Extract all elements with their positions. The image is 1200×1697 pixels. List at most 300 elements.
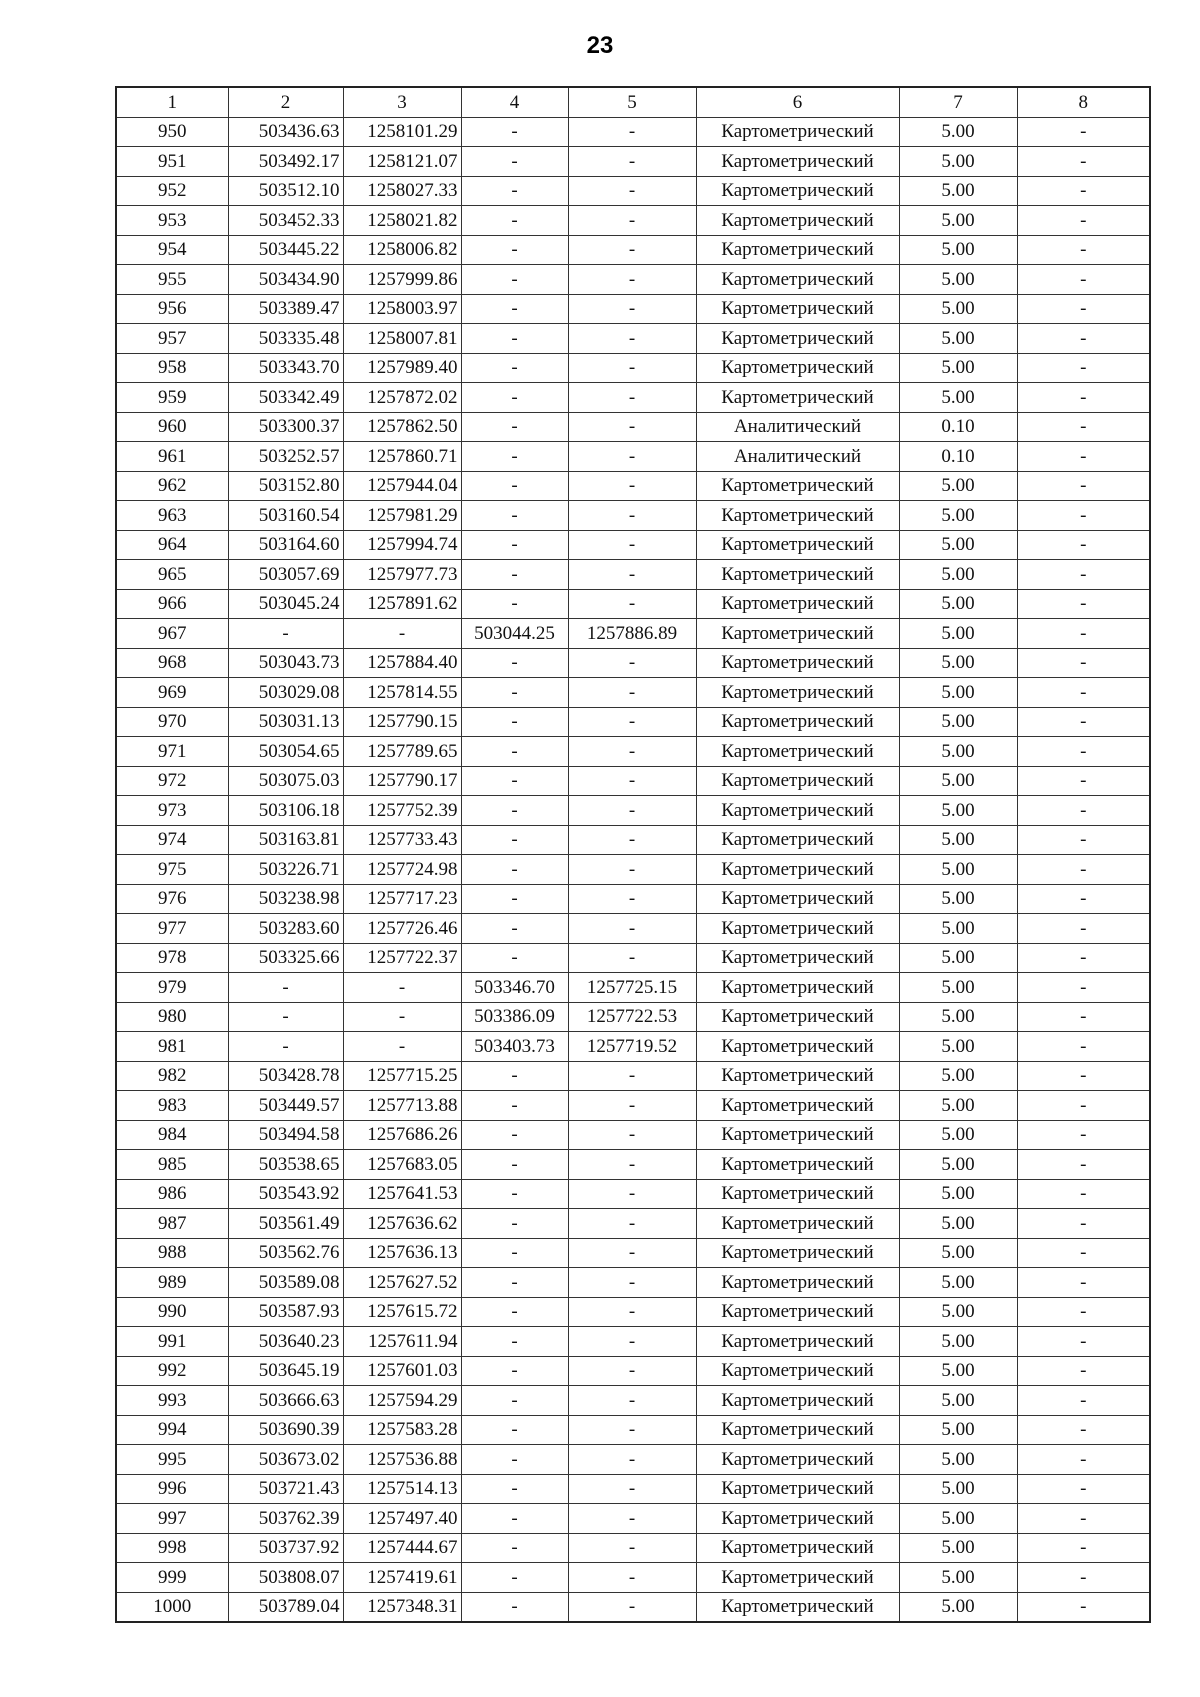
method-cell: Картометрический (696, 884, 899, 914)
method-cell: Картометрический (696, 1474, 899, 1504)
x-coord-cell: - (228, 1032, 343, 1062)
x-coord-cell: 503389.47 (228, 294, 343, 324)
y-coord-cell: 1257981.29 (343, 501, 461, 531)
note-cell: - (1017, 235, 1150, 265)
point-number-cell: 957 (116, 324, 228, 354)
accuracy-cell: 5.00 (899, 1297, 1017, 1327)
note-cell: - (1017, 530, 1150, 560)
x-new-coord-cell: - (461, 1120, 568, 1150)
accuracy-cell: 5.00 (899, 619, 1017, 649)
method-cell: Картометрический (696, 1032, 899, 1062)
y-new-coord-cell: - (568, 1238, 696, 1268)
method-cell: Картометрический (696, 1061, 899, 1091)
y-new-coord-cell: - (568, 412, 696, 442)
y-new-coord-cell: 1257719.52 (568, 1032, 696, 1062)
accuracy-cell: 5.00 (899, 1120, 1017, 1150)
accuracy-cell: 5.00 (899, 1415, 1017, 1445)
point-number-cell: 989 (116, 1268, 228, 1298)
table-row (116, 1563, 1150, 1593)
y-coord-cell: 1257994.74 (343, 530, 461, 560)
x-new-coord-cell: 503346.70 (461, 973, 568, 1003)
x-new-coord-cell: - (461, 353, 568, 383)
x-new-coord-cell: - (461, 294, 568, 324)
note-cell: - (1017, 294, 1150, 324)
method-cell: Картометрический (696, 353, 899, 383)
table-row (116, 1091, 1150, 1121)
y-new-coord-cell: - (568, 855, 696, 885)
method-cell: Картометрический (696, 1445, 899, 1475)
y-new-coord-cell: - (568, 353, 696, 383)
accuracy-cell: 5.00 (899, 117, 1017, 147)
point-number-cell: 960 (116, 412, 228, 442)
note-cell: - (1017, 324, 1150, 354)
method-cell: Картометрический (696, 1297, 899, 1327)
accuracy-cell: 5.00 (899, 678, 1017, 708)
point-number-cell: 975 (116, 855, 228, 885)
table-row (116, 1120, 1150, 1150)
y-coord-cell: 1257686.26 (343, 1120, 461, 1150)
x-new-coord-cell: 503403.73 (461, 1032, 568, 1062)
accuracy-cell: 5.00 (899, 560, 1017, 590)
table-row (116, 737, 1150, 767)
method-cell: Картометрический (696, 1415, 899, 1445)
note-cell: - (1017, 176, 1150, 206)
y-coord-cell: 1257790.17 (343, 766, 461, 796)
point-number-cell: 992 (116, 1356, 228, 1386)
method-cell: Картометрический (696, 825, 899, 855)
note-cell: - (1017, 1356, 1150, 1386)
y-coord-cell: 1257722.37 (343, 943, 461, 973)
y-new-coord-cell: - (568, 294, 696, 324)
method-cell: Аналитический (696, 412, 899, 442)
x-coord-cell: 503335.48 (228, 324, 343, 354)
x-coord-cell: 503031.13 (228, 707, 343, 737)
method-cell: Картометрический (696, 235, 899, 265)
method-cell: Картометрический (696, 1356, 899, 1386)
x-coord-cell: 503164.60 (228, 530, 343, 560)
x-new-coord-cell: - (461, 766, 568, 796)
note-cell: - (1017, 1415, 1150, 1445)
accuracy-cell: 5.00 (899, 235, 1017, 265)
point-number-cell: 993 (116, 1386, 228, 1416)
table-row (116, 825, 1150, 855)
x-coord-cell: 503543.92 (228, 1179, 343, 1209)
accuracy-cell: 5.00 (899, 471, 1017, 501)
point-number-cell: 965 (116, 560, 228, 590)
x-new-coord-cell: - (461, 1150, 568, 1180)
point-number-cell: 966 (116, 589, 228, 619)
point-number-cell: 1000 (116, 1592, 228, 1622)
table-row (116, 1386, 1150, 1416)
y-coord-cell: 1257860.71 (343, 442, 461, 472)
column-header: 2 (228, 87, 343, 117)
x-new-coord-cell: - (461, 176, 568, 206)
point-number-cell: 954 (116, 235, 228, 265)
header-row (116, 87, 1150, 117)
y-new-coord-cell: - (568, 147, 696, 177)
y-new-coord-cell: - (568, 678, 696, 708)
x-new-coord-cell: - (461, 1504, 568, 1534)
note-cell: - (1017, 117, 1150, 147)
y-new-coord-cell: - (568, 1209, 696, 1239)
note-cell: - (1017, 1563, 1150, 1593)
accuracy-cell: 5.00 (899, 206, 1017, 236)
column-header: 8 (1017, 87, 1150, 117)
y-coord-cell: - (343, 619, 461, 649)
note-cell: - (1017, 1327, 1150, 1357)
note-cell: - (1017, 737, 1150, 767)
y-coord-cell: 1257536.88 (343, 1445, 461, 1475)
x-new-coord-cell: - (461, 943, 568, 973)
note-cell: - (1017, 943, 1150, 973)
x-new-coord-cell: 503386.09 (461, 1002, 568, 1032)
column-header: 4 (461, 87, 568, 117)
y-coord-cell: 1257999.86 (343, 265, 461, 295)
method-cell: Картометрический (696, 1563, 899, 1593)
table-row (116, 1268, 1150, 1298)
x-coord-cell: 503436.63 (228, 117, 343, 147)
table-row (116, 412, 1150, 442)
y-coord-cell: 1257944.04 (343, 471, 461, 501)
x-coord-cell: 503721.43 (228, 1474, 343, 1504)
y-coord-cell: - (343, 1032, 461, 1062)
y-new-coord-cell: 1257886.89 (568, 619, 696, 649)
y-new-coord-cell: - (568, 560, 696, 590)
x-coord-cell: 503057.69 (228, 560, 343, 590)
table-row (116, 147, 1150, 177)
y-coord-cell: 1257790.15 (343, 707, 461, 737)
y-coord-cell: 1257872.02 (343, 383, 461, 413)
accuracy-cell: 5.00 (899, 1504, 1017, 1534)
accuracy-cell: 5.00 (899, 383, 1017, 413)
note-cell: - (1017, 265, 1150, 295)
x-new-coord-cell: - (461, 442, 568, 472)
y-new-coord-cell: - (568, 1327, 696, 1357)
method-cell: Картометрический (696, 1386, 899, 1416)
x-new-coord-cell: - (461, 589, 568, 619)
point-number-cell: 956 (116, 294, 228, 324)
x-coord-cell: 503762.39 (228, 1504, 343, 1534)
table-row (116, 678, 1150, 708)
y-coord-cell: 1257814.55 (343, 678, 461, 708)
x-coord-cell: 503452.33 (228, 206, 343, 236)
y-coord-cell: 1258006.82 (343, 235, 461, 265)
x-new-coord-cell: - (461, 530, 568, 560)
table-row (116, 265, 1150, 295)
method-cell: Картометрический (696, 294, 899, 324)
x-new-coord-cell: - (461, 1386, 568, 1416)
x-coord-cell: 503283.60 (228, 914, 343, 944)
y-coord-cell: 1258021.82 (343, 206, 461, 236)
accuracy-cell: 5.00 (899, 1533, 1017, 1563)
note-cell: - (1017, 914, 1150, 944)
method-cell: Аналитический (696, 442, 899, 472)
table-row (116, 707, 1150, 737)
x-new-coord-cell: - (461, 737, 568, 767)
x-coord-cell: 503808.07 (228, 1563, 343, 1593)
note-cell: - (1017, 1592, 1150, 1622)
y-coord-cell: 1257789.65 (343, 737, 461, 767)
y-new-coord-cell: - (568, 1386, 696, 1416)
x-new-coord-cell: - (461, 1297, 568, 1327)
y-coord-cell: 1257989.40 (343, 353, 461, 383)
y-coord-cell: 1257348.31 (343, 1592, 461, 1622)
table-body (116, 117, 1150, 1622)
method-cell: Картометрический (696, 707, 899, 737)
method-cell: Картометрический (696, 589, 899, 619)
x-new-coord-cell: - (461, 560, 568, 590)
column-header: 7 (899, 87, 1017, 117)
y-new-coord-cell: - (568, 471, 696, 501)
y-new-coord-cell: - (568, 1091, 696, 1121)
table-row (116, 766, 1150, 796)
y-new-coord-cell: - (568, 1533, 696, 1563)
method-cell: Картометрический (696, 943, 899, 973)
x-coord-cell: 503512.10 (228, 176, 343, 206)
y-new-coord-cell: - (568, 943, 696, 973)
accuracy-cell: 5.00 (899, 530, 1017, 560)
method-cell: Картометрический (696, 1592, 899, 1622)
y-coord-cell: 1258101.29 (343, 117, 461, 147)
accuracy-cell: 5.00 (899, 707, 1017, 737)
point-number-cell: 952 (116, 176, 228, 206)
method-cell: Картометрический (696, 1150, 899, 1180)
point-number-cell: 981 (116, 1032, 228, 1062)
y-coord-cell: 1257636.62 (343, 1209, 461, 1239)
y-new-coord-cell: - (568, 383, 696, 413)
x-new-coord-cell: - (461, 678, 568, 708)
point-number-cell: 985 (116, 1150, 228, 1180)
y-new-coord-cell: - (568, 796, 696, 826)
x-coord-cell: 503029.08 (228, 678, 343, 708)
y-coord-cell: 1257752.39 (343, 796, 461, 826)
y-coord-cell: 1257601.03 (343, 1356, 461, 1386)
x-new-coord-cell: - (461, 1327, 568, 1357)
y-coord-cell: 1258027.33 (343, 176, 461, 206)
table-row (116, 1061, 1150, 1091)
x-new-coord-cell: - (461, 1563, 568, 1593)
table-row (116, 1592, 1150, 1622)
method-cell: Картометрический (696, 973, 899, 1003)
y-coord-cell: 1257726.46 (343, 914, 461, 944)
note-cell: - (1017, 619, 1150, 649)
table-row (116, 442, 1150, 472)
x-new-coord-cell: - (461, 1091, 568, 1121)
table-row (116, 1209, 1150, 1239)
method-cell: Картометрический (696, 265, 899, 295)
method-cell: Картометрический (696, 914, 899, 944)
x-coord-cell: 503645.19 (228, 1356, 343, 1386)
point-number-cell: 980 (116, 1002, 228, 1032)
point-number-cell: 951 (116, 147, 228, 177)
y-coord-cell: 1258007.81 (343, 324, 461, 354)
accuracy-cell: 5.00 (899, 353, 1017, 383)
note-cell: - (1017, 855, 1150, 885)
note-cell: - (1017, 1032, 1150, 1062)
x-coord-cell: 503587.93 (228, 1297, 343, 1327)
y-coord-cell: 1257683.05 (343, 1150, 461, 1180)
table-row (116, 1179, 1150, 1209)
table-row (116, 471, 1150, 501)
y-new-coord-cell: - (568, 176, 696, 206)
note-cell: - (1017, 973, 1150, 1003)
note-cell: - (1017, 1445, 1150, 1475)
coordinates-table (115, 86, 1151, 1623)
x-new-coord-cell: - (461, 412, 568, 442)
y-coord-cell: 1258121.07 (343, 147, 461, 177)
point-number-cell: 963 (116, 501, 228, 531)
point-number-cell: 999 (116, 1563, 228, 1593)
x-coord-cell: 503673.02 (228, 1445, 343, 1475)
accuracy-cell: 5.00 (899, 973, 1017, 1003)
x-new-coord-cell: - (461, 1356, 568, 1386)
y-new-coord-cell: - (568, 1061, 696, 1091)
x-new-coord-cell: - (461, 825, 568, 855)
accuracy-cell: 5.00 (899, 914, 1017, 944)
x-new-coord-cell: - (461, 648, 568, 678)
y-coord-cell: 1257862.50 (343, 412, 461, 442)
note-cell: - (1017, 1533, 1150, 1563)
y-new-coord-cell: - (568, 324, 696, 354)
table-row (116, 796, 1150, 826)
note-cell: - (1017, 1002, 1150, 1032)
y-coord-cell: 1257724.98 (343, 855, 461, 885)
y-new-coord-cell: 1257725.15 (568, 973, 696, 1003)
method-cell: Картометрический (696, 1268, 899, 1298)
point-number-cell: 972 (116, 766, 228, 796)
method-cell: Картометрический (696, 501, 899, 531)
x-new-coord-cell: - (461, 206, 568, 236)
note-cell: - (1017, 412, 1150, 442)
note-cell: - (1017, 884, 1150, 914)
method-cell: Картометрический (696, 1533, 899, 1563)
point-number-cell: 983 (116, 1091, 228, 1121)
x-new-coord-cell: - (461, 855, 568, 885)
x-coord-cell: 503737.92 (228, 1533, 343, 1563)
x-new-coord-cell: - (461, 1268, 568, 1298)
accuracy-cell: 5.00 (899, 796, 1017, 826)
point-number-cell: 996 (116, 1474, 228, 1504)
y-coord-cell: 1257419.61 (343, 1563, 461, 1593)
accuracy-cell: 5.00 (899, 1002, 1017, 1032)
table-row (116, 501, 1150, 531)
table-row (116, 1297, 1150, 1327)
table-row (116, 943, 1150, 973)
x-new-coord-cell: 503044.25 (461, 619, 568, 649)
table-row (116, 855, 1150, 885)
y-new-coord-cell: 1257722.53 (568, 1002, 696, 1032)
page-number: 23 (586, 32, 614, 59)
y-coord-cell: 1258003.97 (343, 294, 461, 324)
method-cell: Картометрический (696, 1327, 899, 1357)
y-new-coord-cell: - (568, 265, 696, 295)
accuracy-cell: 5.00 (899, 501, 1017, 531)
method-cell: Картометрический (696, 796, 899, 826)
x-coord-cell: 503163.81 (228, 825, 343, 855)
x-coord-cell: 503538.65 (228, 1150, 343, 1180)
point-number-cell: 955 (116, 265, 228, 295)
y-coord-cell: 1257641.53 (343, 1179, 461, 1209)
point-number-cell: 994 (116, 1415, 228, 1445)
method-cell: Картометрический (696, 176, 899, 206)
x-coord-cell: 503300.37 (228, 412, 343, 442)
x-coord-cell: 503054.65 (228, 737, 343, 767)
x-new-coord-cell: - (461, 1445, 568, 1475)
method-cell: Картометрический (696, 471, 899, 501)
table-row (116, 1238, 1150, 1268)
method-cell: Картометрический (696, 1120, 899, 1150)
note-cell: - (1017, 1474, 1150, 1504)
table-row (116, 619, 1150, 649)
point-number-cell: 976 (116, 884, 228, 914)
y-new-coord-cell: - (568, 825, 696, 855)
y-coord-cell: 1257514.13 (343, 1474, 461, 1504)
x-coord-cell: 503434.90 (228, 265, 343, 295)
x-coord-cell: 503160.54 (228, 501, 343, 531)
note-cell: - (1017, 648, 1150, 678)
y-new-coord-cell: - (568, 884, 696, 914)
y-coord-cell: 1257611.94 (343, 1327, 461, 1357)
accuracy-cell: 0.10 (899, 412, 1017, 442)
x-coord-cell: 503075.03 (228, 766, 343, 796)
accuracy-cell: 5.00 (899, 1150, 1017, 1180)
y-new-coord-cell: - (568, 1415, 696, 1445)
x-new-coord-cell: - (461, 383, 568, 413)
accuracy-cell: 5.00 (899, 589, 1017, 619)
note-cell: - (1017, 1297, 1150, 1327)
point-number-cell: 987 (116, 1209, 228, 1239)
table-row (116, 1032, 1150, 1062)
table-row (116, 1533, 1150, 1563)
note-cell: - (1017, 383, 1150, 413)
y-new-coord-cell: - (568, 589, 696, 619)
note-cell: - (1017, 1386, 1150, 1416)
note-cell: - (1017, 1504, 1150, 1534)
table-row (116, 1150, 1150, 1180)
x-new-coord-cell: - (461, 1209, 568, 1239)
point-number-cell: 971 (116, 737, 228, 767)
table-row (116, 560, 1150, 590)
point-number-cell: 959 (116, 383, 228, 413)
method-cell: Картометрический (696, 855, 899, 885)
table-row (116, 176, 1150, 206)
point-number-cell: 998 (116, 1533, 228, 1563)
note-cell: - (1017, 1268, 1150, 1298)
x-coord-cell: 503562.76 (228, 1238, 343, 1268)
accuracy-cell: 5.00 (899, 884, 1017, 914)
table-row (116, 1356, 1150, 1386)
method-cell: Картометрический (696, 206, 899, 236)
x-new-coord-cell: - (461, 1238, 568, 1268)
x-new-coord-cell: - (461, 1415, 568, 1445)
note-cell: - (1017, 206, 1150, 236)
method-cell: Картометрический (696, 737, 899, 767)
y-coord-cell: 1257636.13 (343, 1238, 461, 1268)
x-coord-cell: - (228, 1002, 343, 1032)
y-coord-cell: 1257594.29 (343, 1386, 461, 1416)
y-new-coord-cell: - (568, 206, 696, 236)
x-new-coord-cell: - (461, 1592, 568, 1622)
table-header (116, 87, 1150, 117)
x-new-coord-cell: - (461, 796, 568, 826)
accuracy-cell: 5.00 (899, 1179, 1017, 1209)
note-cell: - (1017, 589, 1150, 619)
column-header: 3 (343, 87, 461, 117)
method-cell: Картометрический (696, 766, 899, 796)
accuracy-cell: 5.00 (899, 1356, 1017, 1386)
y-new-coord-cell: - (568, 1474, 696, 1504)
y-coord-cell: 1257977.73 (343, 560, 461, 590)
